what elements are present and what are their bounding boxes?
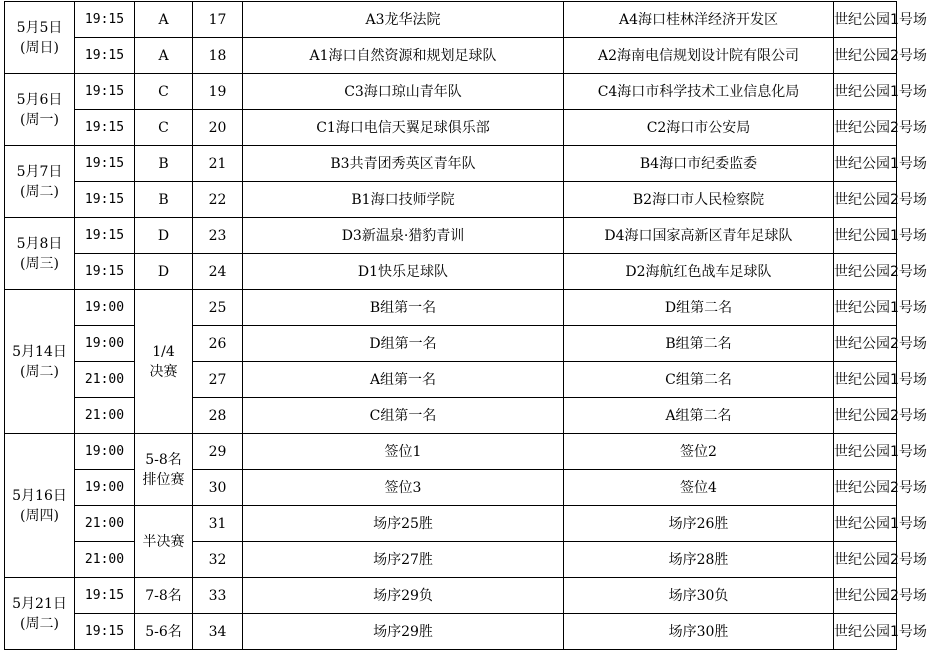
team-a-cell: 签位3 bbox=[243, 470, 564, 506]
venue-cell: 世纪公园1号场 bbox=[834, 2, 897, 38]
venue-cell: 世纪公园2号场 bbox=[834, 578, 897, 614]
group-cell: B bbox=[135, 146, 193, 182]
table-row bbox=[5, 578, 897, 614]
match-time-cell: 21:00 bbox=[75, 542, 135, 578]
venue-cell: 世纪公园2号场 bbox=[834, 470, 897, 506]
team-a-cell: C组第一名 bbox=[243, 398, 564, 434]
team-a-cell: C3海口琼山青年队 bbox=[243, 74, 564, 110]
team-b-cell: B组第二名 bbox=[564, 326, 834, 362]
match-time-cell: 19:15 bbox=[75, 614, 135, 650]
stage-cell: 半决赛 bbox=[135, 506, 193, 578]
match-date-cell: 5月16日 (周四) bbox=[5, 434, 75, 578]
match-number-cell: 24 bbox=[193, 254, 243, 290]
group-cell: D bbox=[135, 218, 193, 254]
venue-cell: 世纪公园1号场 bbox=[834, 434, 897, 470]
team-b-cell: 签位4 bbox=[564, 470, 834, 506]
match-time-cell: 19:15 bbox=[75, 182, 135, 218]
match-number-cell: 21 bbox=[193, 146, 243, 182]
table-row bbox=[5, 74, 897, 110]
venue-cell: 世纪公园2号场 bbox=[834, 38, 897, 74]
match-time-cell: 19:15 bbox=[75, 74, 135, 110]
venue-cell: 世纪公园2号场 bbox=[834, 254, 897, 290]
match-number-cell: 20 bbox=[193, 110, 243, 146]
venue-cell: 世纪公园1号场 bbox=[834, 614, 897, 650]
group-cell: B bbox=[135, 182, 193, 218]
stage-cell: 5-6名 bbox=[135, 614, 193, 650]
team-b-cell: A2海南电信规划设计院有限公司 bbox=[564, 38, 834, 74]
match-date-cell: 5月21日 (周二) bbox=[5, 578, 75, 650]
team-a-cell: D组第一名 bbox=[243, 326, 564, 362]
table-row bbox=[5, 290, 897, 326]
table-row bbox=[5, 2, 897, 38]
group-cell: C bbox=[135, 110, 193, 146]
venue-cell: 世纪公园2号场 bbox=[834, 542, 897, 578]
team-b-cell: C4海口市科学技术工业信息化局 bbox=[564, 74, 834, 110]
match-time-cell: 19:00 bbox=[75, 470, 135, 506]
table-row bbox=[5, 182, 897, 218]
match-time-cell: 19:00 bbox=[75, 434, 135, 470]
stage-cell: 7-8名 bbox=[135, 578, 193, 614]
team-a-cell: A1海口自然资源和规划足球队 bbox=[243, 38, 564, 74]
match-time-cell: 21:00 bbox=[75, 506, 135, 542]
team-b-cell: C组第二名 bbox=[564, 362, 834, 398]
table-row bbox=[5, 146, 897, 182]
team-a-cell: 场序29负 bbox=[243, 578, 564, 614]
team-b-cell: D4海口国家高新区青年足球队 bbox=[564, 218, 834, 254]
match-date-cell: 5月8日 (周三) bbox=[5, 218, 75, 290]
team-a-cell: D3新温泉·猎豹青训 bbox=[243, 218, 564, 254]
team-a-cell: B3共青团秀英区青年队 bbox=[243, 146, 564, 182]
match-number-cell: 31 bbox=[193, 506, 243, 542]
team-b-cell: D2海航红色战车足球队 bbox=[564, 254, 834, 290]
match-time-cell: 19:15 bbox=[75, 218, 135, 254]
team-b-cell: 场序30胜 bbox=[564, 614, 834, 650]
group-cell: D bbox=[135, 254, 193, 290]
table-row bbox=[5, 434, 897, 470]
table-row bbox=[5, 254, 897, 290]
match-time-cell: 19:15 bbox=[75, 110, 135, 146]
match-time-cell: 19:15 bbox=[75, 38, 135, 74]
table-row bbox=[5, 38, 897, 74]
team-b-cell: B4海口市纪委监委 bbox=[564, 146, 834, 182]
team-b-cell: B2海口市人民检察院 bbox=[564, 182, 834, 218]
group-cell: C bbox=[135, 74, 193, 110]
venue-cell: 世纪公园1号场 bbox=[834, 506, 897, 542]
match-number-cell: 19 bbox=[193, 74, 243, 110]
venue-cell: 世纪公园1号场 bbox=[834, 362, 897, 398]
team-a-cell: 场序25胜 bbox=[243, 506, 564, 542]
stage-cell: 1/4 决赛 bbox=[135, 290, 193, 434]
match-time-cell: 19:00 bbox=[75, 326, 135, 362]
match-number-cell: 33 bbox=[193, 578, 243, 614]
team-a-cell: B1海口技师学院 bbox=[243, 182, 564, 218]
match-date-cell: 5月6日 (周一) bbox=[5, 74, 75, 146]
venue-cell: 世纪公园1号场 bbox=[834, 290, 897, 326]
match-time-cell: 19:15 bbox=[75, 254, 135, 290]
team-a-cell: D1快乐足球队 bbox=[243, 254, 564, 290]
group-cell: A bbox=[135, 2, 193, 38]
table-row bbox=[5, 506, 897, 542]
venue-cell: 世纪公园1号场 bbox=[834, 74, 897, 110]
match-number-cell: 27 bbox=[193, 362, 243, 398]
match-time-cell: 19:00 bbox=[75, 290, 135, 326]
team-a-cell: 场序27胜 bbox=[243, 542, 564, 578]
team-b-cell: 签位2 bbox=[564, 434, 834, 470]
team-b-cell: 场序30负 bbox=[564, 578, 834, 614]
match-time-cell: 21:00 bbox=[75, 398, 135, 434]
group-cell: A bbox=[135, 38, 193, 74]
team-b-cell: C2海口市公安局 bbox=[564, 110, 834, 146]
team-b-cell: 场序26胜 bbox=[564, 506, 834, 542]
team-a-cell: 场序29胜 bbox=[243, 614, 564, 650]
team-a-cell: A3龙华法院 bbox=[243, 2, 564, 38]
match-number-cell: 25 bbox=[193, 290, 243, 326]
team-a-cell: C1海口电信天翼足球俱乐部 bbox=[243, 110, 564, 146]
match-time-cell: 19:15 bbox=[75, 146, 135, 182]
match-number-cell: 34 bbox=[193, 614, 243, 650]
venue-cell: 世纪公园1号场 bbox=[834, 218, 897, 254]
match-time-cell: 19:15 bbox=[75, 578, 135, 614]
team-a-cell: A组第一名 bbox=[243, 362, 564, 398]
match-number-cell: 32 bbox=[193, 542, 243, 578]
team-a-cell: 签位1 bbox=[243, 434, 564, 470]
match-number-cell: 18 bbox=[193, 38, 243, 74]
match-date-cell: 5月5日 (周日) bbox=[5, 2, 75, 74]
team-b-cell: A组第二名 bbox=[564, 398, 834, 434]
match-number-cell: 23 bbox=[193, 218, 243, 254]
table-row bbox=[5, 614, 897, 650]
team-b-cell: 场序28胜 bbox=[564, 542, 834, 578]
match-date-cell: 5月14日 (周二) bbox=[5, 290, 75, 434]
venue-cell: 世纪公园2号场 bbox=[834, 326, 897, 362]
venue-cell: 世纪公园2号场 bbox=[834, 110, 897, 146]
match-time-cell: 21:00 bbox=[75, 362, 135, 398]
match-number-cell: 17 bbox=[193, 2, 243, 38]
stage-cell: 5-8名 排位赛 bbox=[135, 434, 193, 506]
venue-cell: 世纪公园2号场 bbox=[834, 398, 897, 434]
match-date-cell: 5月7日 (周二) bbox=[5, 146, 75, 218]
team-b-cell: D组第二名 bbox=[564, 290, 834, 326]
team-a-cell: B组第一名 bbox=[243, 290, 564, 326]
venue-cell: 世纪公园1号场 bbox=[834, 146, 897, 182]
match-time-cell: 19:15 bbox=[75, 2, 135, 38]
match-number-cell: 26 bbox=[193, 326, 243, 362]
table-row bbox=[5, 218, 897, 254]
match-number-cell: 29 bbox=[193, 434, 243, 470]
match-schedule-table bbox=[4, 1, 927, 650]
table-row bbox=[5, 110, 897, 146]
venue-cell: 世纪公园2号场 bbox=[834, 182, 897, 218]
match-number-cell: 28 bbox=[193, 398, 243, 434]
match-number-cell: 22 bbox=[193, 182, 243, 218]
match-number-cell: 30 bbox=[193, 470, 243, 506]
team-b-cell: A4海口桂林洋经济开发区 bbox=[564, 2, 834, 38]
